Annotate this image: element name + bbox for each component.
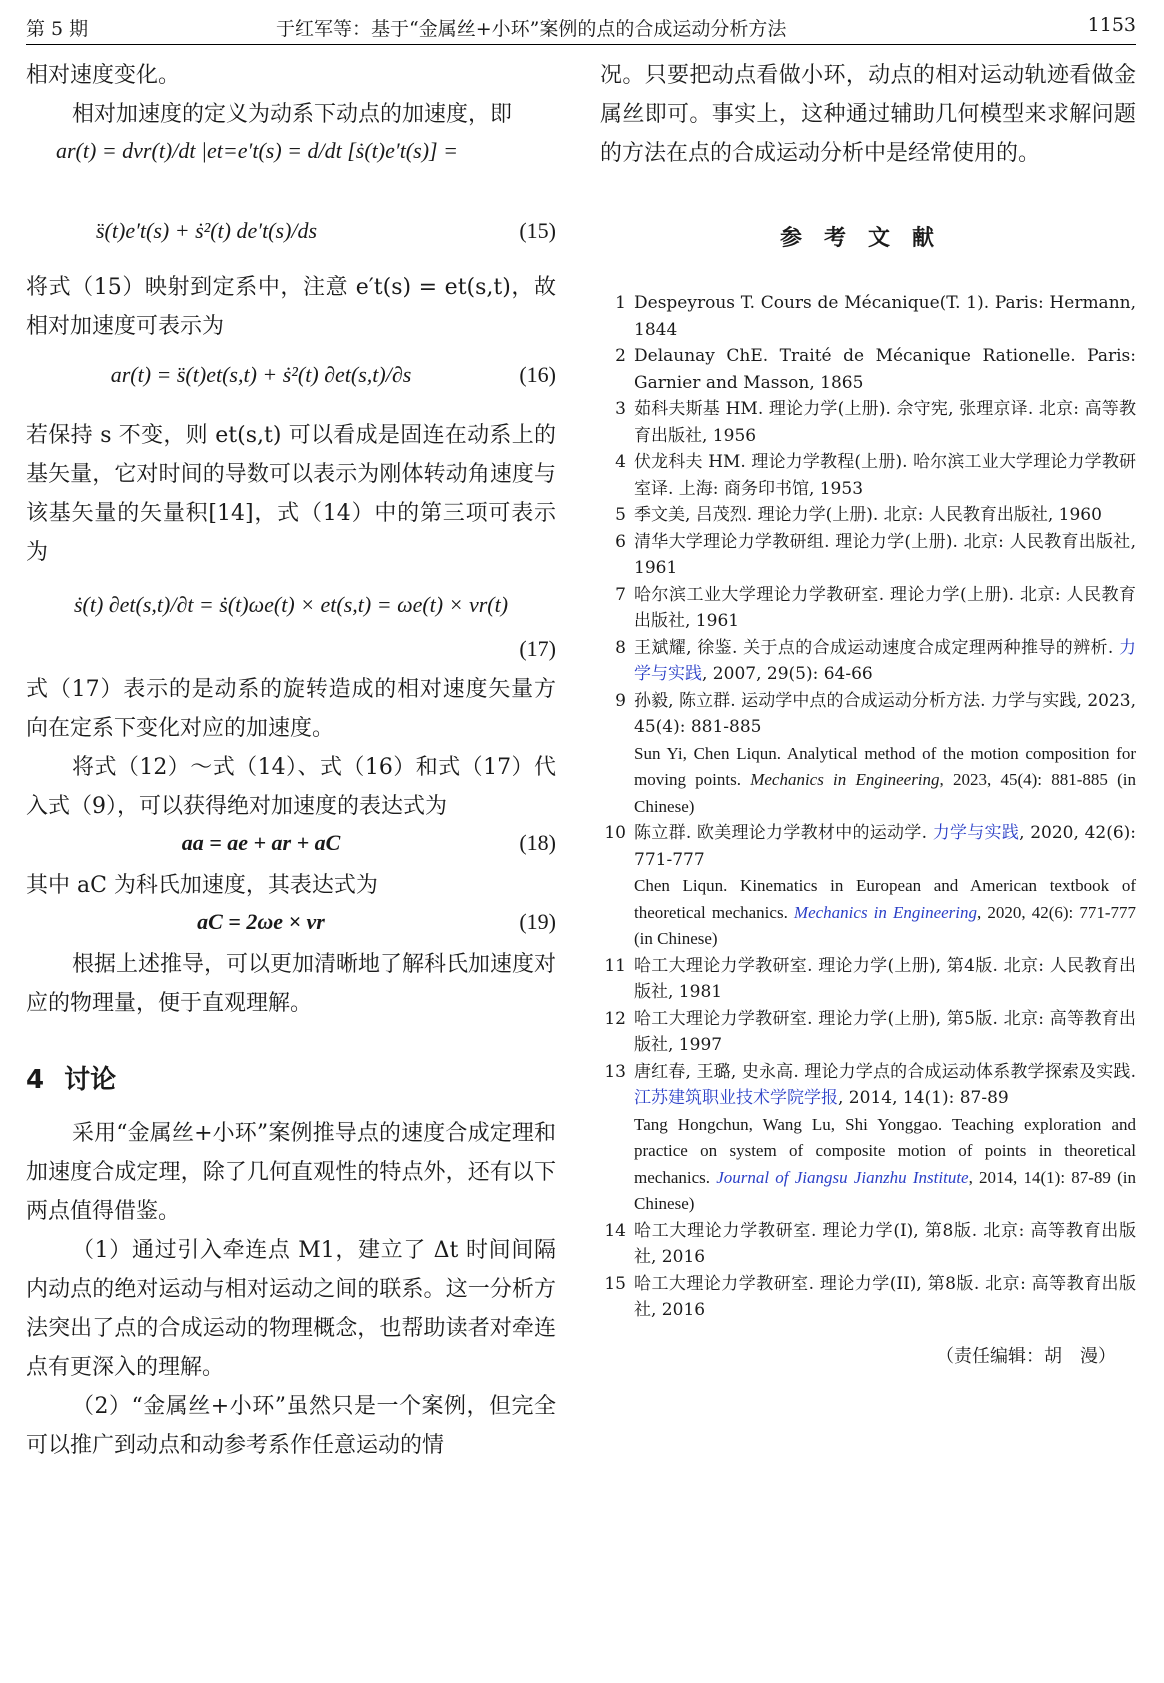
journal-link[interactable]: 江苏建筑职业技术学院学报	[634, 1088, 838, 1108]
section-number: 4	[26, 1065, 45, 1095]
editor-note: （责任编辑：胡 漫）	[936, 1345, 1116, 1367]
section-heading	[26, 1059, 556, 1096]
reference-english: Chen Liqun. Kinematics in European and American textbook of theoretical mechanics. Mechanics in Engineering, 2020, 42(6): 771-777 (in Chinese)	[634, 876, 1136, 948]
equation-number: (15)	[519, 218, 556, 243]
paragraph: 况。只要把动点看做小环，动点的相对运动轨迹看做金属丝即可。事实上，这种通过辅助几何模型来求解问题的方法在点的合成运动分析中是经常使用的。	[600, 63, 1136, 166]
reference-text: 唐红春, 王璐, 史永高. 理论力学点的合成运动体系教学探索及实践. 江苏建筑职业技术学院学报, 2014, 14(1): 87-89 Tang Hongchun, Wang Lu, Shi Yonggao. Teaching exploration and practice on system of composite motion of points in theoretical mechanics. Journal of Jiangsu Jianzhu Institute, 2014, 14(1): 87-89 (in Chinese)	[634, 1059, 1136, 1218]
reference-text: Despeyrous T. Cours de Mécanique(T. 1). Paris: Hermann, 1844	[634, 293, 1136, 340]
paragraph: 采用“金属丝+小环”案例推导点的速度合成定理和加速度合成定理，除了几何直观性的特点外，还有以下两点值得借鉴。	[26, 1121, 556, 1224]
paragraph: 相对速度变化。	[26, 63, 181, 88]
running-title: 于红军等：基于“金属丝+小环”案例的点的合成运动分析方法	[276, 18, 787, 40]
reference-item	[600, 953, 1136, 1006]
reference-number: 7	[615, 584, 626, 605]
reference-text: 哈工大理论力学教研室. 理论力学(上册), 第4版. 北京: 人民教育出版社, 1981	[634, 955, 1136, 1002]
equation-15	[26, 134, 556, 214]
reference-item	[600, 1218, 1136, 1271]
reference-number: 10	[604, 823, 626, 843]
reference-item	[600, 449, 1136, 502]
reference-number: 3	[615, 399, 626, 419]
reference-number: 1	[615, 293, 626, 313]
reference-text: Delaunay ChE. Traité de Mécanique Rationelle. Paris: Garnier and Masson, 1865	[634, 346, 1136, 393]
reference-list	[600, 290, 1136, 1324]
equation-number: (18)	[519, 830, 556, 855]
reference-number: 15	[604, 1273, 626, 1294]
paragraph: 式（17）表示的是动系的旋转造成的相对速度矢量方向在定系下变化对应的加速度。	[26, 677, 556, 741]
equation-number: (16)	[519, 362, 556, 387]
paragraph: 若保持 s 不变，则 et(s,t) 可以看成是固连在动系上的基矢量，它对时间的导数可以表示为刚体转动角速度与该基矢量的矢量积[14]，式（14）中的第三项可表示为	[26, 423, 556, 565]
journal-link[interactable]: 力学与实践	[634, 637, 1136, 684]
equation-17	[26, 588, 556, 632]
reference-text: 伏龙科夫 НМ. 理论力学教程(上册). 哈尔滨工业大学理论力学教研室译. 上海: 商务印书馆, 1953	[634, 452, 1136, 499]
paragraph: （2）“金属丝+小环”虽然只是一个案例，但完全可以推广到动点和动参考系作任意运动的情	[26, 1394, 556, 1458]
reference-text: 茹科夫斯基 НМ. 理论力学(上册). 佘守宪, 张理京译. 北京: 高等教育出版社, 1956	[634, 399, 1136, 446]
reference-item	[600, 1059, 1136, 1218]
reference-item	[600, 502, 1136, 529]
paragraph: 将式（15）映射到定系中，注意 e′t(s) = et(s,t)，故相对加速度可表示为	[26, 275, 556, 339]
reference-item	[600, 1006, 1136, 1059]
reference-number: 2	[615, 346, 626, 366]
running-header	[26, 8, 1136, 45]
equation-number: (19)	[519, 909, 556, 934]
page-number: 1153	[1087, 14, 1136, 36]
equation-16	[26, 358, 556, 416]
reference-number: 11	[604, 955, 626, 976]
reference-text: 哈工大理论力学教研室. 理论力学(上册), 第5版. 北京: 高等教育出版社, 1997	[634, 1008, 1136, 1055]
journal-link[interactable]: 力学与实践	[932, 823, 1020, 843]
reference-number: 12	[604, 1008, 626, 1029]
equation-number: (17)	[519, 636, 556, 661]
reference-number: 6	[615, 531, 626, 552]
reference-english: Sun Yi, Chen Liqun. Analytical method of the motion composition for moving points. Mechanics in Engineering, 2023, 45(4): 881-885 (in Chinese)	[634, 743, 1137, 816]
reference-number: 5	[615, 505, 626, 525]
equation-15-line1: ar(t) = dvr(t)/dt |et=e′t(s) = d/dt [ṡ(t)e′t(s)] =	[56, 138, 458, 163]
reference-number: 9	[615, 690, 626, 711]
reference-text: 陈立群. 欧美理论力学教材中的运动学. 力学与实践, 2020, 42(6): 771-777 Chen Liqun. Kinematics in European and American textbook of theoretical mechanics. Mechanics in Engineering, 2020, 42(6): 771-777 (in Chinese)	[634, 820, 1136, 953]
reference-item	[600, 688, 1136, 821]
right-column	[600, 56, 1136, 1368]
equation-18	[26, 826, 556, 866]
paragraph: 根据上述推导，可以更加清晰地了解科氏加速度对应的物理量，便于直观理解。	[26, 952, 557, 1016]
reference-item	[600, 529, 1136, 582]
equation-15-cont	[26, 214, 556, 268]
equation-17-number-row	[26, 632, 556, 670]
equation-15-line2: s̈(t)e′t(s) + ṡ²(t) de′t(s)/ds	[96, 218, 318, 243]
issue-number: 第 5 期	[26, 18, 89, 40]
reference-number: 8	[615, 637, 626, 658]
reference-number: 4	[615, 452, 626, 472]
references-heading: 参考文献	[779, 226, 956, 251]
reference-item	[600, 290, 1136, 343]
reference-text: 孙毅, 陈立群. 运动学中点的合成运动分析方法. 力学与实践, 2023, 45(4): 881-885 Sun Yi, Chen Liqun. Analytical method of the motion composition for moving points. Mechanics in Engineering, 2023, 45(4): 881-885 (in Chinese)	[634, 688, 1136, 821]
equation-19-body: aC = 2ωe × vr	[197, 909, 325, 934]
reference-text: 哈尔滨工业大学理论力学教研室. 理论力学(上册). 北京: 人民教育出版社, 1961	[634, 584, 1136, 631]
equation-16-body: ar(t) = s̈(t)et(s,t) + ṡ²(t) ∂et(s,t)/∂s	[110, 362, 412, 387]
reference-item	[600, 582, 1136, 635]
reference-item	[600, 635, 1136, 688]
equation-18-body: aa = ae + ar + aC	[181, 830, 341, 855]
reference-number: 13	[604, 1061, 626, 1082]
reference-item	[600, 1271, 1136, 1324]
equation-17-body: ṡ(t) ∂et(s,t)/∂t = ṡ(t)ωe(t) × et(s,t) = ωe(t) × vr(t)	[73, 592, 509, 617]
reference-item	[600, 396, 1136, 449]
reference-item	[600, 343, 1136, 396]
equation-19	[26, 905, 556, 945]
reference-text: 哈工大理论力学教研室. 理论力学(I), 第8版. 北京: 高等教育出版社, 2016	[634, 1220, 1136, 1267]
section-title: 讨论	[64, 1065, 117, 1095]
reference-item	[600, 820, 1136, 953]
reference-text: 王斌耀, 徐鉴. 关于点的合成运动速度合成定理两种推导的辨析. 力学与实践, 2007, 29(5): 64-66	[634, 637, 1136, 684]
reference-text: 季文美, 吕茂烈. 理论力学(上册). 北京: 人民教育出版社, 1960	[634, 505, 1102, 525]
reference-number: 14	[604, 1220, 626, 1241]
paragraph: 将式（12）～式（14）、式（16）和式（17）代入式（9），可以获得绝对加速度的表达式为	[26, 755, 556, 819]
reference-english: Tang Hongchun, Wang Lu, Shi Yonggao. Teaching exploration and practice on system of composite motion of points in theoretical mechanics. Journal of Jiangsu Jianzhu Institute, 2014, 14(1): 87-89 (in Chinese)	[634, 1114, 1137, 1213]
reference-text: 清华大学理论力学教研组. 理论力学(上册). 北京: 人民教育出版社, 1961	[634, 531, 1136, 578]
paragraph: 相对加速度的定义为动系下动点的加速度，即	[72, 102, 513, 127]
left-column	[26, 56, 556, 1465]
paragraph: （1）通过引入牵连点 M1，建立了 Δt 时间间隔内动点的绝对运动与相对运动之间的联系。这一分析方法突出了点的合成运动的物理概念，也帮助读者对牵连点有更深入的理解。	[26, 1238, 556, 1380]
paragraph: 其中 aC 为科氏加速度，其表达式为	[26, 873, 378, 898]
reference-text: 哈工大理论力学教研室. 理论力学(II), 第8版. 北京: 高等教育出版社, 2016	[634, 1273, 1136, 1320]
